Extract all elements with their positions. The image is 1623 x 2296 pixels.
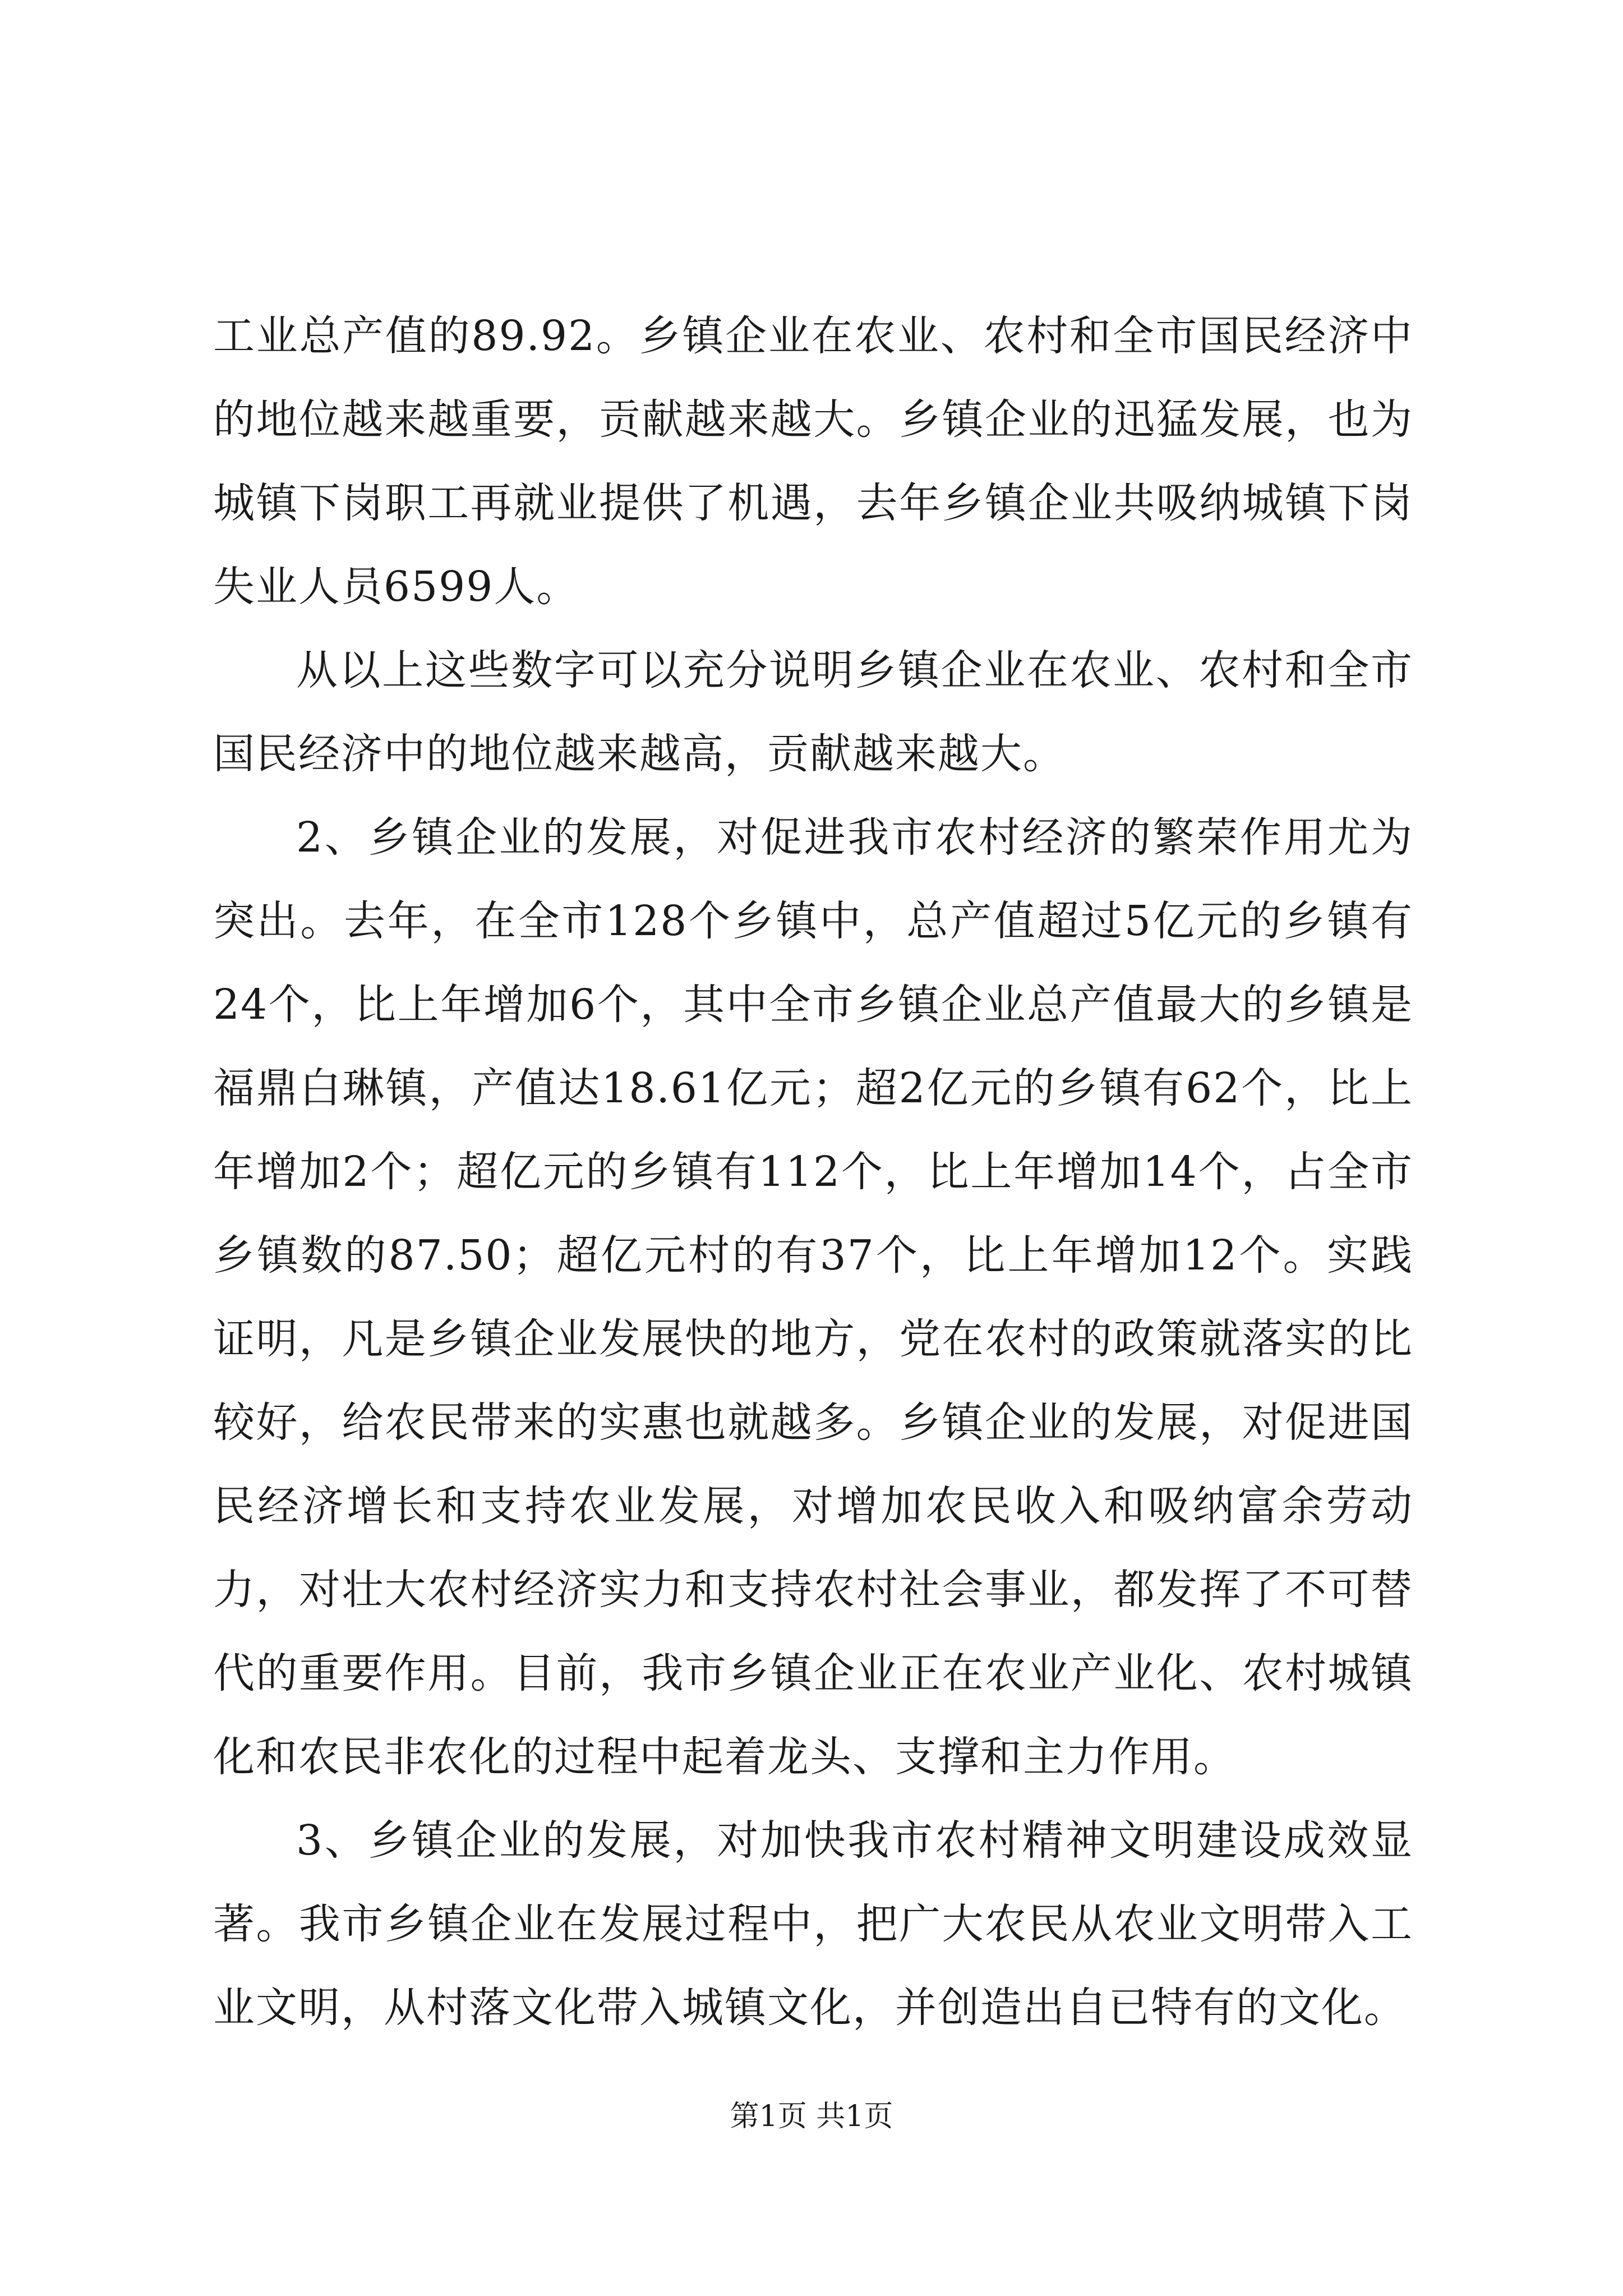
- document-body: [213, 295, 1413, 2050]
- paragraph-3: 2、乡镇企业的发展，对促进我市农村经济的繁荣作用尤为突出。去年，在全市128个乡镇中，总产值超过5亿元的乡镇有24个，比上年增加6个，其中全市乡镇企业总产值最大的乡镇是福鼎白琳镇，产值达18.61亿元；超2亿元的乡镇有62个，比上年增加2个；超亿元的乡镇有112个，比上年增加14个，占全市乡镇数的87.50；超亿元村的有37个，比上年增加12个。实践证明，凡是乡镇企业发展快的地方，党在农村的政策就落实的比较好，给农民带来的实惠也就越多。乡镇企业的发展，对促进国民经济增长和支持农业发展，对增加农民收入和吸纳富余劳动力，对壮大农村经济实力和支持农村社会事业，都发挥了不可替代的重要作用。目前，我市乡镇企业正在农业产业化、农村城镇化和农民非农化的过程中起着龙头、支撑和主力作用。: [213, 813, 1413, 1781]
- paragraph-1: 工业总产值的89.92。乡镇企业在农业、农村和全市国民经济中的地位越来越重要，贡献越来越大。乡镇企业的迅猛发展，也为城镇下岗职工再就业提供了机遇，去年乡镇企业共吸纳城镇下岗失业人员6599人。: [213, 312, 1413, 611]
- page-footer: 第1页 共1页: [730, 2100, 893, 2133]
- paragraph-2: 从以上这些数字可以充分说明乡镇企业在农业、农村和全市国民经济中的地位越来越高，贡献越来越大。: [213, 646, 1413, 778]
- paragraph-4: 3、乡镇企业的发展，对加快我市农村精神文明建设成效显著。我市乡镇企业在发展过程中，把广大农民从农业文明带入工业文明，从村落文化带入城镇文化，并创造出自已特有的文化。: [213, 1816, 1413, 2032]
